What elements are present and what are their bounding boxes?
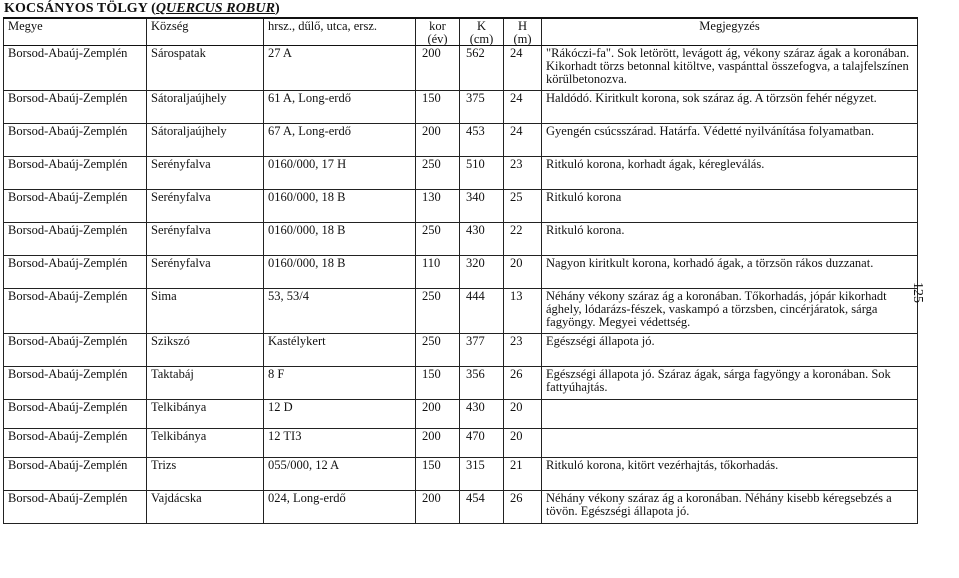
cell-h: 24 — [504, 91, 542, 124]
cell-h: 25 — [504, 190, 542, 223]
cell-k: 340 — [460, 190, 504, 223]
table-row — [4, 256, 918, 289]
cell-h: 20 — [504, 429, 542, 458]
cell-megjegyzes: Ritkuló korona — [542, 190, 918, 223]
header-megjegyzes: Megjegyzés — [542, 18, 918, 46]
cell-h: 13 — [504, 289, 542, 334]
header-row — [4, 18, 918, 46]
cell-megye: Borsod-Abaúj-Zemplén — [4, 157, 147, 190]
cell-hrsz: 27 A — [264, 46, 416, 91]
table-row — [4, 124, 918, 157]
cell-h: 23 — [504, 157, 542, 190]
cell-megye: Borsod-Abaúj-Zemplén — [4, 367, 147, 400]
cell-k: 562 — [460, 46, 504, 91]
cell-megjegyzes — [542, 400, 918, 429]
table-row — [4, 190, 918, 223]
cell-megjegyzes: Egészségi állapota jó. — [542, 334, 918, 367]
cell-h: 24 — [504, 124, 542, 157]
cell-k: 320 — [460, 256, 504, 289]
header-h-label: H — [517, 19, 528, 33]
header-kozseg: Község — [147, 18, 264, 46]
cell-megye: Borsod-Abaúj-Zemplén — [4, 46, 147, 91]
cell-megye: Borsod-Abaúj-Zemplén — [4, 223, 147, 256]
cell-hrsz: Kastélykert — [264, 334, 416, 367]
cell-kor: 110 — [416, 256, 460, 289]
cell-megye: Borsod-Abaúj-Zemplén — [4, 491, 147, 524]
cell-k: 375 — [460, 91, 504, 124]
cell-kozseg: Serényfalva — [147, 223, 264, 256]
cell-hrsz: 8 F — [264, 367, 416, 400]
cell-hrsz: 12 D — [264, 400, 416, 429]
cell-hrsz: 53, 53/4 — [264, 289, 416, 334]
header-k-label: K — [476, 19, 487, 33]
cell-megjegyzes: Néhány vékony száraz ág a koronában. Néhány kisebb kéregsebzés a tövön. Egészségi állapota jó. — [542, 491, 918, 524]
cell-k: 454 — [460, 491, 504, 524]
cell-megjegyzes: Haldódó. Kiritkult korona, sok száraz ág. A törzsön fehér négyzet. — [542, 91, 918, 124]
cell-megjegyzes: Ritkuló korona, korhadt ágak, kéregleválás. — [542, 157, 918, 190]
cell-megye: Borsod-Abaúj-Zemplén — [4, 91, 147, 124]
cell-kozseg: Serényfalva — [147, 190, 264, 223]
cell-kor: 150 — [416, 91, 460, 124]
header-k-unit: (cm) — [469, 31, 494, 46]
header-hrsz: hrsz., dűlő, utca, ersz. — [264, 18, 416, 46]
table-row — [4, 458, 918, 491]
cell-kor: 200 — [416, 491, 460, 524]
cell-h: 26 — [504, 491, 542, 524]
cell-h: 20 — [504, 400, 542, 429]
cell-megye: Borsod-Abaúj-Zemplén — [4, 190, 147, 223]
cell-h: 22 — [504, 223, 542, 256]
cell-kozseg: Sátoraljaújhely — [147, 91, 264, 124]
cell-kozseg: Taktabáj — [147, 367, 264, 400]
cell-kozseg: Telkibánya — [147, 429, 264, 458]
cell-megjegyzes: Egészségi állapota jó. Száraz ágak, sárga fagyöngy a koronában. Sok fattyúhajtás. — [542, 367, 918, 400]
cell-kor: 130 — [416, 190, 460, 223]
cell-hrsz: 0160/000, 18 B — [264, 223, 416, 256]
cell-k: 377 — [460, 334, 504, 367]
title-close: ) — [275, 1, 280, 16]
cell-megjegyzes: Néhány vékony száraz ág a koronában. Tőkorhadás, jópár kikorhadt ághely, lódarázs-fészek, vaskampó a törzsben, cincérjáratok, sárga fagyöngy. Megyei védettség. — [542, 289, 918, 334]
cell-kor: 200 — [416, 46, 460, 91]
cell-hrsz: 12 TI3 — [264, 429, 416, 458]
title-main: KOCSÁNYOS TÖLGY ( — [4, 1, 156, 16]
table-row — [4, 223, 918, 256]
table-row — [4, 157, 918, 190]
cell-kor: 250 — [416, 223, 460, 256]
title-latin-name: QUERCUS ROBUR — [155, 1, 276, 16]
table-body — [4, 46, 918, 524]
cell-megye: Borsod-Abaúj-Zemplén — [4, 458, 147, 491]
cell-h: 23 — [504, 334, 542, 367]
header-h — [504, 18, 542, 46]
table-header — [4, 18, 918, 46]
cell-kozseg: Serényfalva — [147, 157, 264, 190]
cell-megye: Borsod-Abaúj-Zemplén — [4, 334, 147, 367]
cell-kor: 250 — [416, 334, 460, 367]
cell-k: 356 — [460, 367, 504, 400]
header-kor — [416, 18, 460, 46]
cell-megye: Borsod-Abaúj-Zemplén — [4, 124, 147, 157]
cell-megye: Borsod-Abaúj-Zemplén — [4, 429, 147, 458]
cell-hrsz: 0160/000, 17 H — [264, 157, 416, 190]
cell-kozseg: Vajdácska — [147, 491, 264, 524]
cell-megjegyzes: Ritkuló korona. — [542, 223, 918, 256]
cell-hrsz: 0160/000, 18 B — [264, 256, 416, 289]
cell-h: 26 — [504, 367, 542, 400]
cell-kozseg: Sárospatak — [147, 46, 264, 91]
cell-kor: 250 — [416, 157, 460, 190]
cell-k: 444 — [460, 289, 504, 334]
table-row — [4, 367, 918, 400]
table-row — [4, 334, 918, 367]
cell-k: 315 — [460, 458, 504, 491]
cell-megye: Borsod-Abaúj-Zemplén — [4, 256, 147, 289]
cell-hrsz: 055/000, 12 A — [264, 458, 416, 491]
cell-hrsz: 024, Long-erdő — [264, 491, 416, 524]
header-k — [460, 18, 504, 46]
cell-kozseg: Sátoraljaújhely — [147, 124, 264, 157]
tree-register-table — [3, 17, 918, 524]
cell-k: 470 — [460, 429, 504, 458]
header-kor-label: kor — [429, 19, 446, 33]
cell-megjegyzes: Ritkuló korona, kitört vezérhajtás, tőkorhadás. — [542, 458, 918, 491]
cell-megjegyzes — [542, 429, 918, 458]
header-kor-unit: (év) — [427, 31, 448, 46]
cell-k: 510 — [460, 157, 504, 190]
cell-h: 24 — [504, 46, 542, 91]
cell-kozseg: Trizs — [147, 458, 264, 491]
cell-kozseg: Telkibánya — [147, 400, 264, 429]
cell-megye: Borsod-Abaúj-Zemplén — [4, 400, 147, 429]
header-megye: Megye — [4, 18, 147, 46]
cell-megjegyzes: "Rákóczi-fa". Sok letörött, levágott ág, vékony száraz ágak a koronában. Kikorhadt törzs betonnal kitöltve, vaspánttal összefogva, a talajfelszínen körülbetonozva. — [542, 46, 918, 91]
page-title — [4, 1, 280, 17]
cell-megye: Borsod-Abaúj-Zemplén — [4, 289, 147, 334]
table-row — [4, 289, 918, 334]
cell-k: 430 — [460, 223, 504, 256]
cell-megjegyzes: Nagyon kiritkult korona, korhadó ágak, a törzsön rákos duzzanat. — [542, 256, 918, 289]
cell-hrsz: 67 A, Long-erdő — [264, 124, 416, 157]
cell-kor: 200 — [416, 400, 460, 429]
cell-kor: 250 — [416, 289, 460, 334]
cell-k: 430 — [460, 400, 504, 429]
table-row — [4, 491, 918, 524]
table-row — [4, 91, 918, 124]
header-h-unit: (m) — [513, 31, 532, 46]
table-row — [4, 400, 918, 429]
cell-megjegyzes: Gyengén csúcsszárad. Határfa. Védetté nyilvánítása folyamatban. — [542, 124, 918, 157]
cell-kozseg: Szikszó — [147, 334, 264, 367]
cell-hrsz: 61 A, Long-erdő — [264, 91, 416, 124]
cell-kor: 200 — [416, 429, 460, 458]
cell-kor: 150 — [416, 367, 460, 400]
page-number: 125 — [910, 282, 925, 303]
cell-kor: 200 — [416, 124, 460, 157]
cell-h: 21 — [504, 458, 542, 491]
table-row — [4, 46, 918, 91]
cell-kozseg: Sima — [147, 289, 264, 334]
cell-hrsz: 0160/000, 18 B — [264, 190, 416, 223]
cell-kor: 150 — [416, 458, 460, 491]
cell-kozseg: Serényfalva — [147, 256, 264, 289]
cell-k: 453 — [460, 124, 504, 157]
cell-h: 20 — [504, 256, 542, 289]
table-row — [4, 429, 918, 458]
